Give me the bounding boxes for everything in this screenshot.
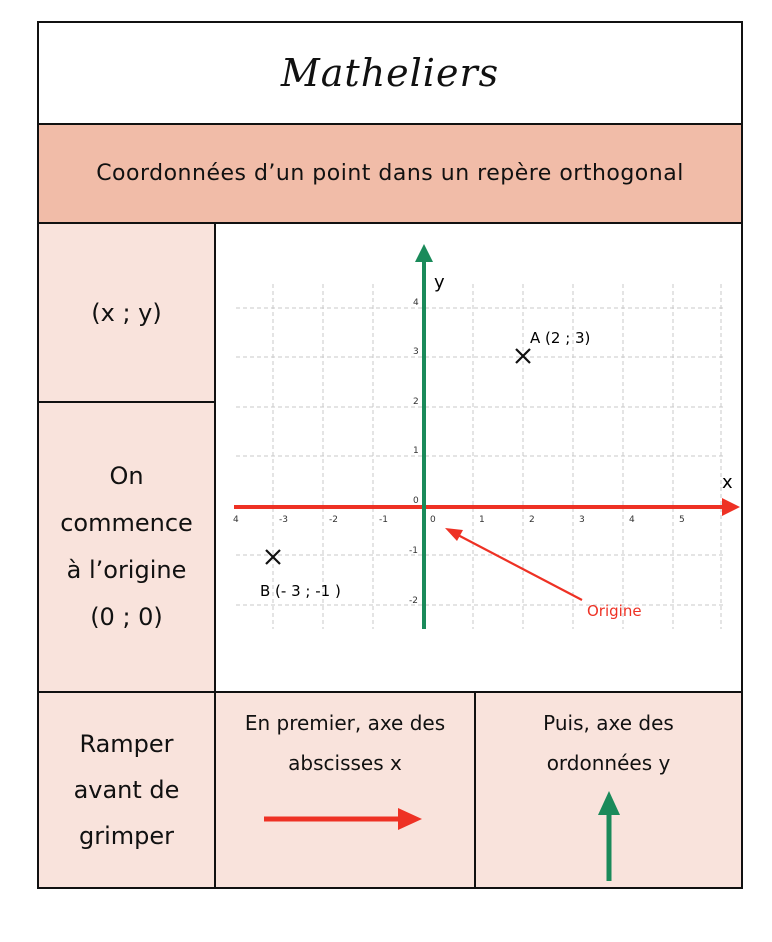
x-tick-labels [233, 515, 685, 525]
origin-instruction: On commence à l’origine (0 ; 0) [60, 462, 193, 631]
x-tick-label: -2 [329, 515, 338, 525]
y-tick-label: -2 [409, 596, 418, 606]
origin-arrow [445, 528, 582, 600]
y-tick-labels [409, 298, 419, 606]
y-tick-label: -1 [409, 546, 418, 556]
point-b-label: B (- 3 ; -1 ) [260, 582, 341, 600]
x-tick-label: 4 [629, 515, 635, 525]
row1-label-cell [37, 222, 216, 403]
y-tick-label: 0 [413, 496, 419, 506]
y-tick-label: 3 [413, 347, 419, 357]
x-axis-label: x [722, 472, 733, 493]
y-tick-label: 4 [413, 298, 419, 308]
origin-label: Origine [587, 602, 642, 620]
rule-text: Ramper avant de grimper [73, 730, 180, 850]
page-subtitle: Coordonnées d’un point dans un repère orthogonal [96, 161, 684, 186]
x-tick-label: 0 [430, 515, 436, 525]
row2-label-cell [37, 401, 216, 693]
row3-label-cell [37, 691, 216, 889]
coordinates-notation: (x ; y) [91, 298, 162, 327]
y-axis-label: y [434, 272, 445, 293]
up-arrow-icon [589, 789, 629, 885]
first-step-text: En premier, axe des abscisses x [244, 711, 446, 775]
graph-cell [214, 222, 743, 693]
coordinate-graph [216, 224, 741, 691]
x-axis [234, 498, 740, 516]
x-tick-label: 4 [233, 515, 239, 525]
x-tick-label: 5 [679, 515, 685, 525]
x-tick-label: 1 [479, 515, 485, 525]
x-tick-label: -1 [379, 515, 388, 525]
point-a-marker [516, 349, 530, 363]
brand-title: Matheliers [280, 51, 500, 95]
second-step-text: Puis, axe des ordonnées y [543, 711, 674, 775]
x-tick-label: -3 [279, 515, 288, 525]
second-step-cell [474, 691, 743, 889]
x-tick-label: 3 [579, 515, 585, 525]
y-tick-label: 2 [413, 397, 419, 407]
point-a-label: A (2 ; 3) [530, 329, 591, 347]
subtitle-cell [37, 123, 743, 224]
grid [236, 284, 726, 629]
y-tick-label: 1 [413, 446, 419, 456]
first-step-cell [214, 691, 476, 889]
x-tick-label: 2 [529, 515, 535, 525]
right-arrow-icon [260, 799, 430, 839]
header-cell [37, 21, 743, 125]
